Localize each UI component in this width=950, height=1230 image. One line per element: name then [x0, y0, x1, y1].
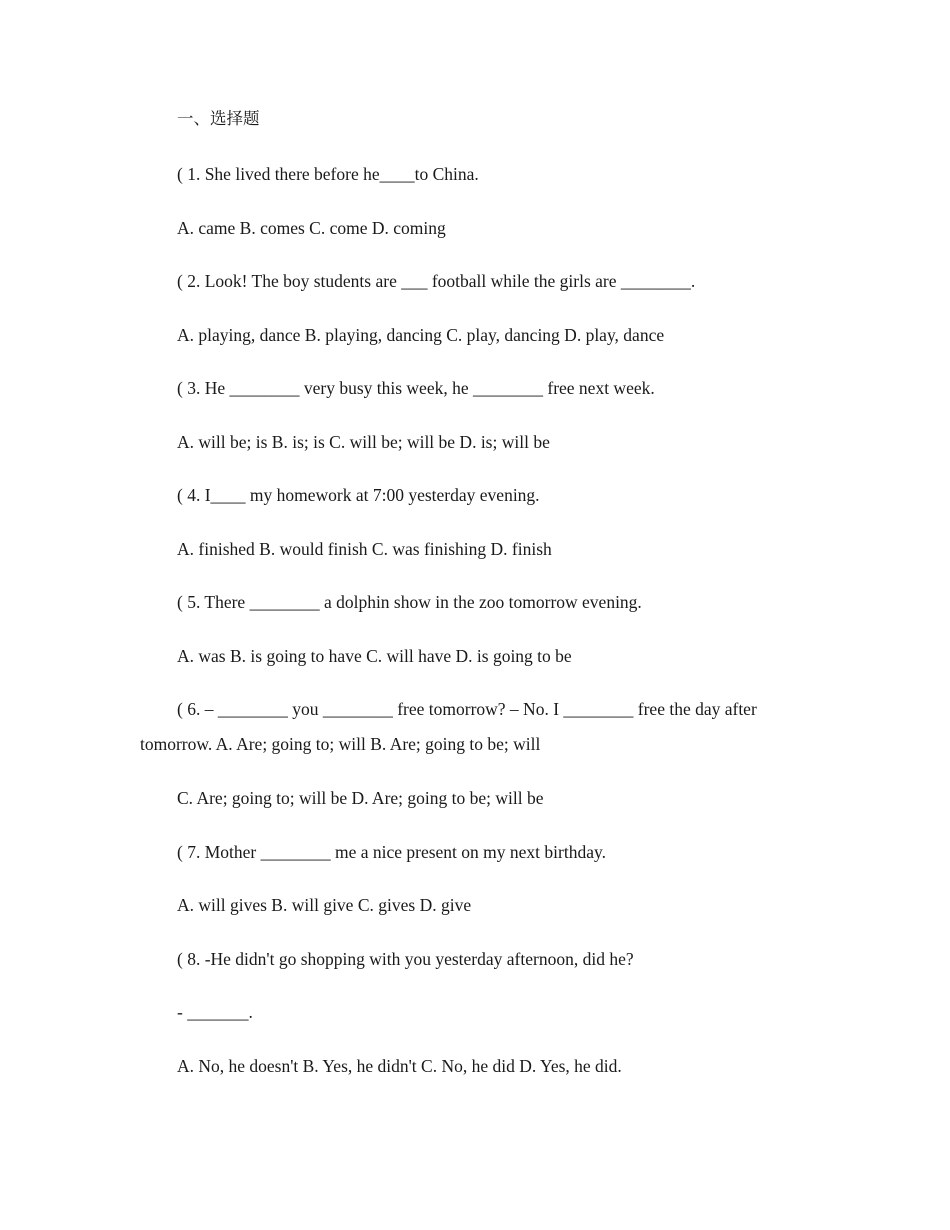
options-3: A. will be; is B. is; is C. will be; will be D. is; will be	[177, 432, 550, 452]
options-7: A. will gives B. will give C. gives D. give	[177, 895, 472, 915]
question-8: ( 8. -He didn't go shopping with you yesterday afternoon, did he?	[177, 949, 634, 969]
question-5: ( 5. There ________ a dolphin show in the zoo tomorrow evening.	[177, 592, 642, 612]
question-1: ( 1. She lived there before he____to China.	[177, 164, 479, 184]
question-2: ( 2. Look! The boy students are ___ football while the girls are ________.	[177, 271, 696, 291]
options-1: A. came B. comes C. come D. coming	[177, 218, 446, 238]
question-6: ( 6. – ________ you ________ free tomorrow? – No. I ________ free the day after tomorrow. A. Are; going to; will B. Are; going to be; will	[140, 699, 757, 754]
question-4: ( 4. I____ my homework at 7:00 yesterday evening.	[177, 485, 540, 505]
options-2: A. playing, dance B. playing, dancing C. play, dancing D. play, dance	[177, 325, 665, 345]
options-4: A. finished B. would finish C. was finishing D. finish	[177, 539, 552, 559]
options-8: A. No, he doesn't B. Yes, he didn't C. No, he did D. Yes, he did.	[177, 1056, 622, 1076]
section-title: 一、选择题	[177, 109, 260, 128]
question-7: ( 7. Mother ________ me a nice present on my next birthday.	[177, 842, 606, 862]
options-6: C. Are; going to; will be D. Are; going to be; will be	[177, 788, 544, 808]
question-3: ( 3. He ________ very busy this week, he ________ free next week.	[177, 378, 655, 398]
options-5: A. was B. is going to have C. will have D. is going to be	[177, 646, 572, 666]
question-8-reply: - _______.	[177, 1002, 253, 1022]
